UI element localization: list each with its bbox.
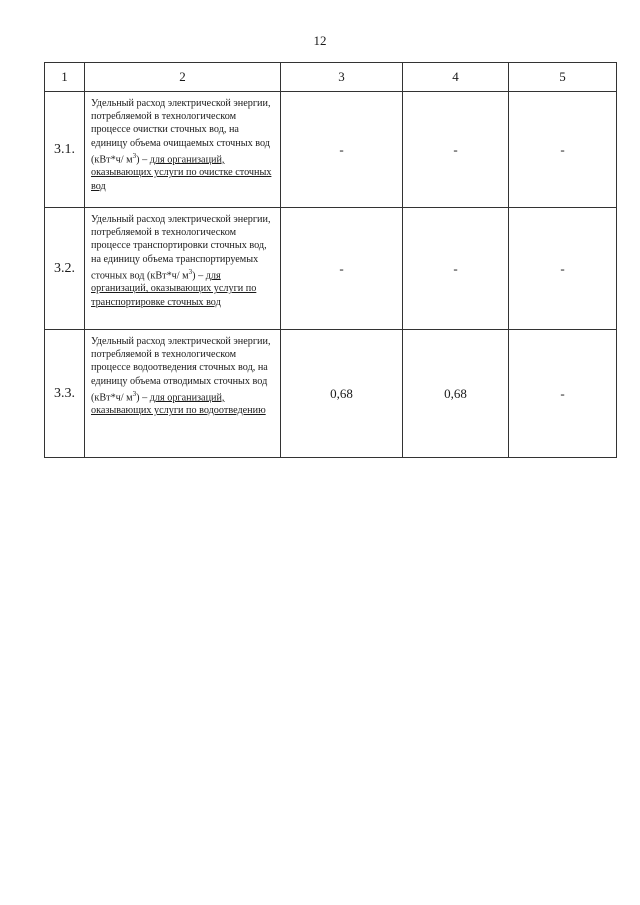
header-col-5: 5 [509,63,617,92]
superscript: 3 [188,267,193,276]
value-col-4: 0,68 [403,330,509,458]
description-text: Удельный расход электрической энергии, потребляемой в технологическом процессе транспортировки сточных вод, на единицу объема транспортируемых сточных вод (кВт*ч/ м [91,214,271,282]
value-col-5: - [509,92,617,208]
value-col-5: - [509,330,617,458]
value-col-3: - [281,92,403,208]
value-col-3: - [281,208,403,330]
description-dash: – [195,270,206,282]
header-col-4: 4 [403,63,509,92]
description-underlined: для организаций, оказывающих услуги по транспортировке сточных вод [91,270,257,308]
row-description [85,330,281,458]
page-number: 12 [313,33,327,48]
table-row [45,208,617,330]
row-description [85,92,281,208]
superscript: 3 [132,151,137,160]
row-number: 3.1. [45,92,85,208]
indicators-table [44,62,617,458]
row-description [85,208,281,330]
description-close: ) [136,392,140,404]
description-dash: – [139,392,150,404]
value-col-5: - [509,208,617,330]
value-col-3: 0,68 [281,330,403,458]
table-header-row [45,63,617,92]
header-col-1: 1 [45,63,85,92]
description-text: Удельный расход электрической энергии, потребляемой в технологическом процессе водоотведения сточных вод, на единицу объема отводимых сточных вод (кВт*ч/ м [91,336,271,404]
table-row [45,92,617,208]
row-number: 3.3. [45,330,85,458]
description-close: ) [192,270,196,282]
header-col-2: 2 [85,63,281,92]
header-col-3: 3 [281,63,403,92]
row-number: 3.2. [45,208,85,330]
value-col-4: - [403,92,509,208]
description-text: Удельный расход электрической энергии, потребляемой в технологическом процессе очистки сточных вод, на единицу объема очищаемых сточных вод (кВт*ч/ м [91,98,271,166]
description-close: ) [136,154,140,166]
superscript: 3 [132,389,137,398]
value-col-4: - [403,208,509,330]
description-underlined: для организаций, оказывающих услуги по водоотведению [91,392,266,417]
description-dash: – [139,154,150,166]
description-underlined: для организаций, оказывающих услуги по очистке сточных вод [91,154,272,192]
table-row [45,330,617,458]
